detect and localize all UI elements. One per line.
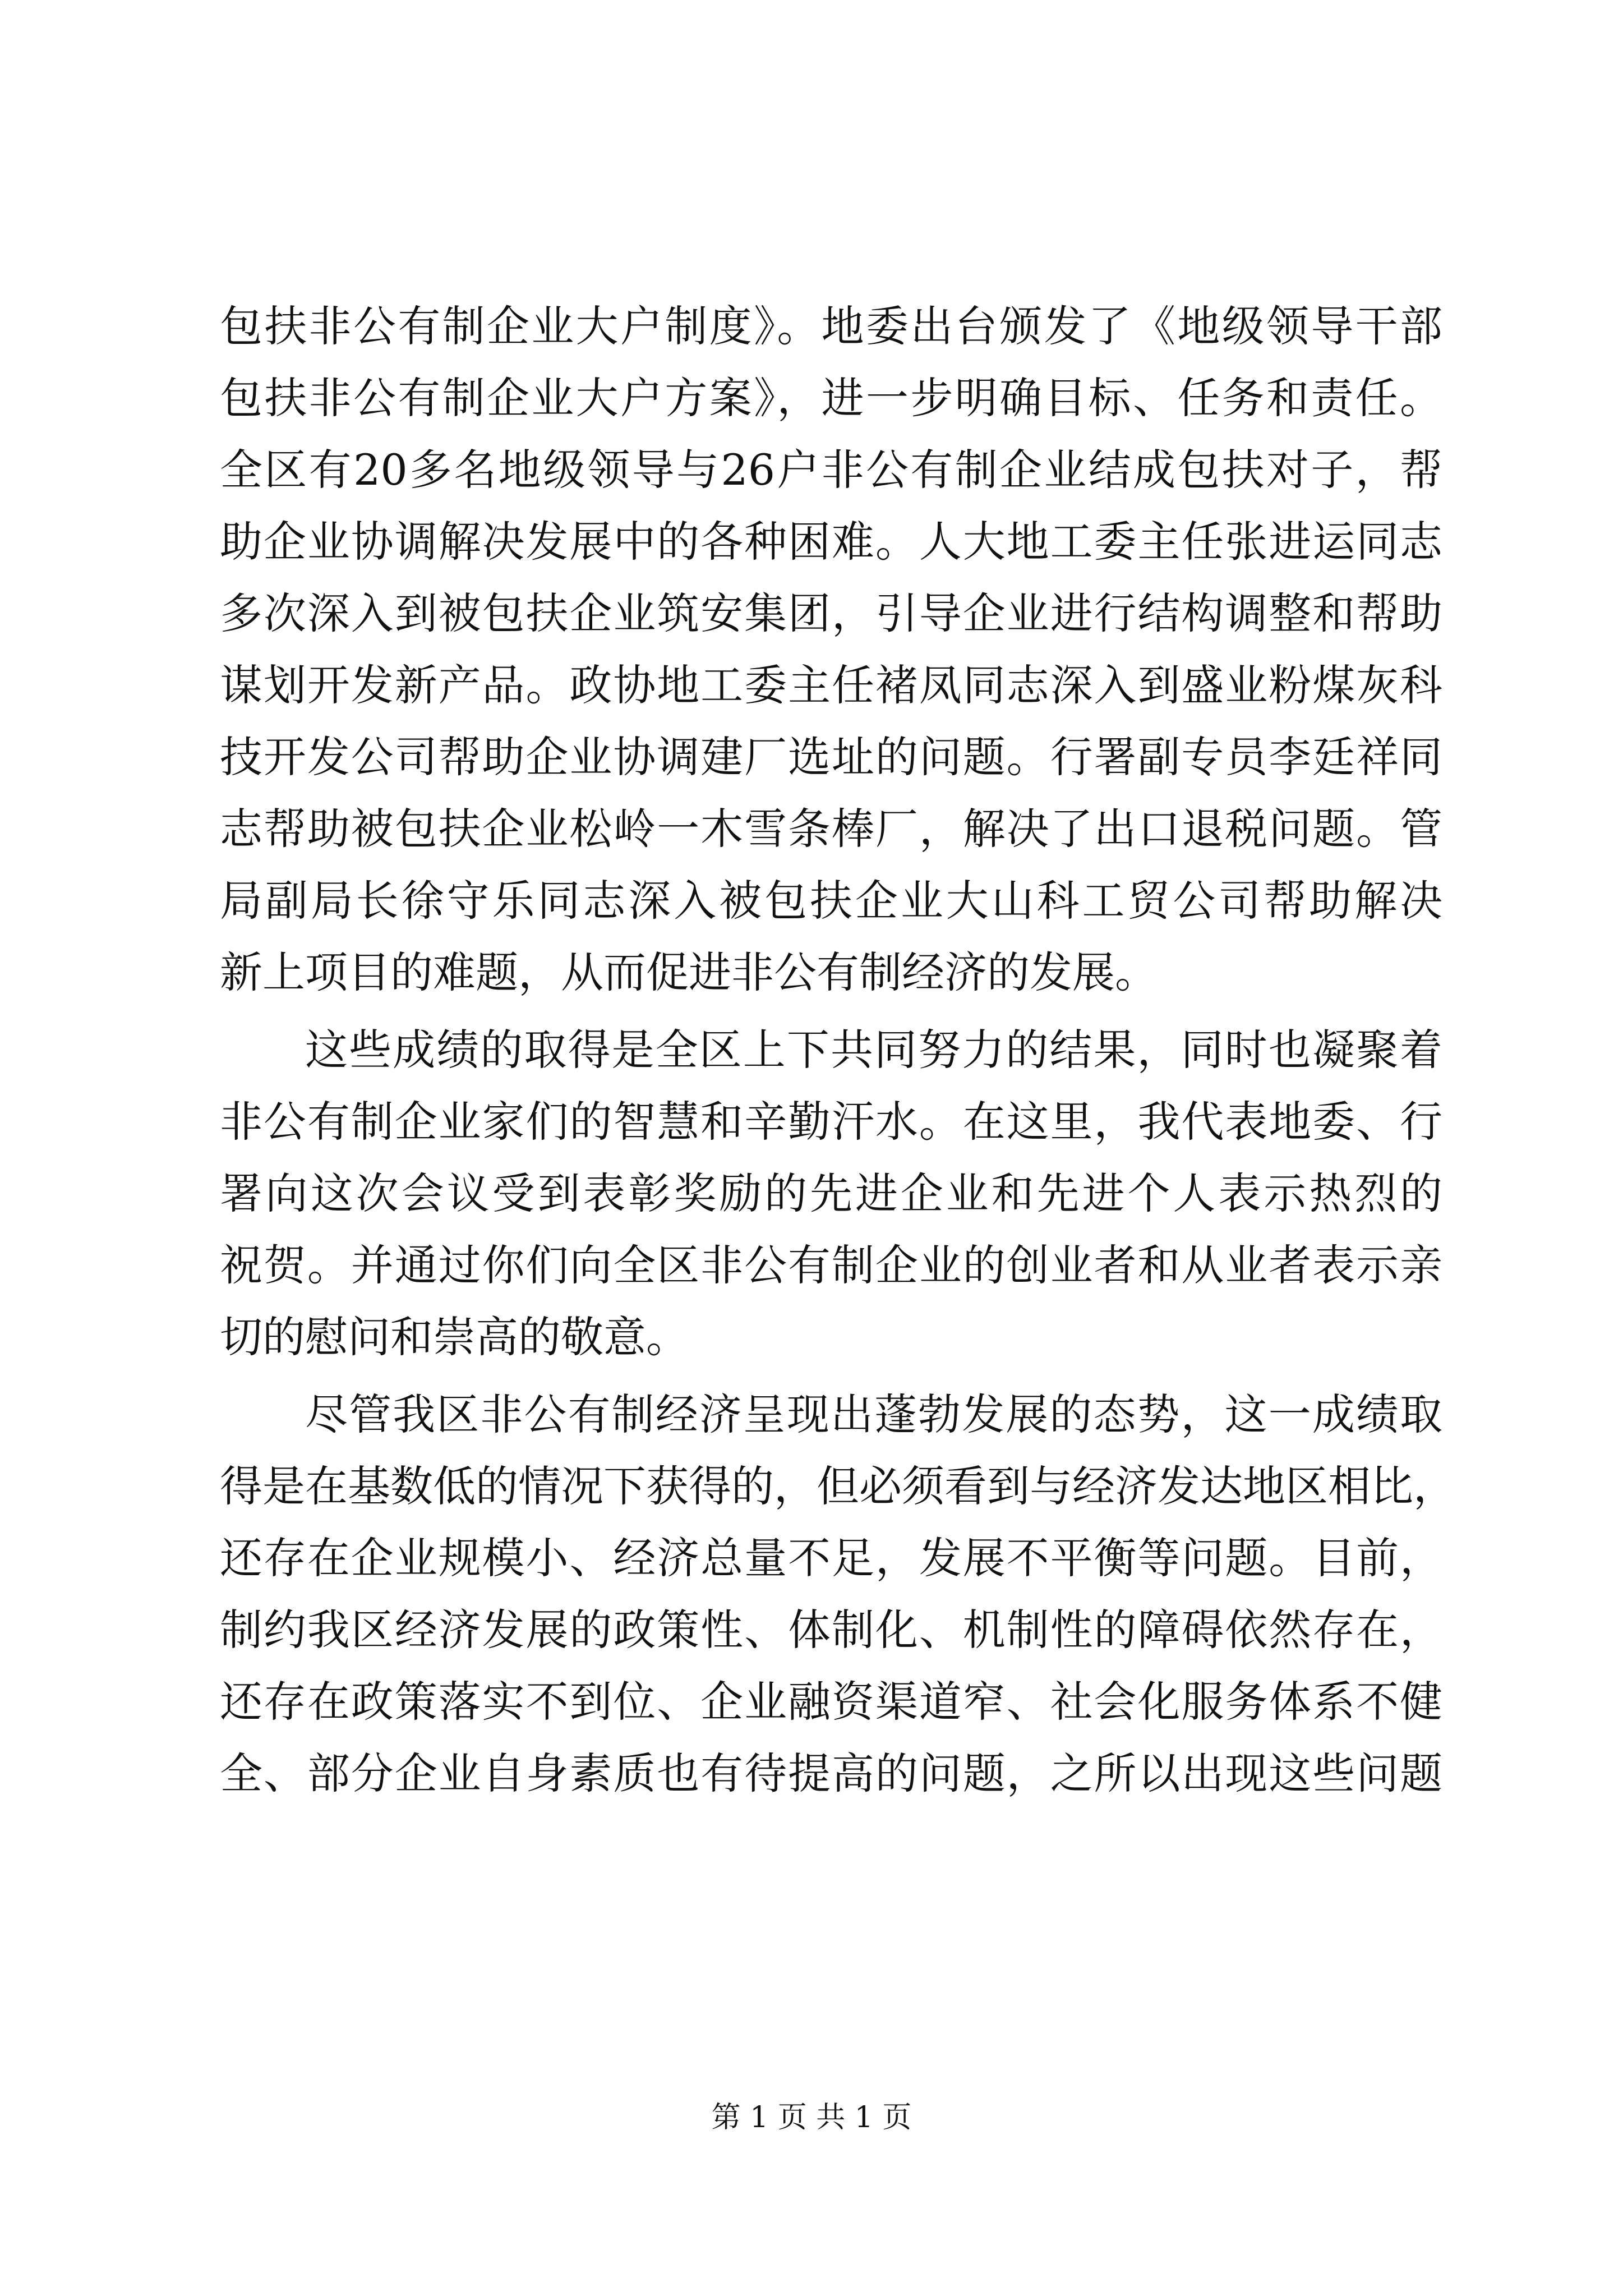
text-line: 新上项目的难题，从而促进非公有制经济的发展。 bbox=[220, 947, 1158, 997]
page-footer bbox=[0, 2098, 1623, 2137]
text-line: 尽管我区非公有制经济呈现出蓬勃发展的态势，这一成绩取 bbox=[305, 1389, 1442, 1439]
text-line: 还存在政策落实不到位、企业融资渠道窄、社会化服务体系不健 bbox=[220, 1677, 1442, 1727]
document-body bbox=[220, 291, 1456, 1810]
text-line: 局副局长徐守乐同志深入被包扶企业大山科工贸公司帮助解决 bbox=[220, 876, 1442, 926]
text-line: 这些成绩的取得是全区上下共同努力的结果，同时也凝聚着 bbox=[305, 1025, 1442, 1075]
paragraph-gap bbox=[220, 1373, 1442, 1379]
text-line: 全区有20多名地级领导与26户非公有制企业结成包扶对子，帮 bbox=[220, 445, 1442, 495]
text-line: 志帮助被包扶企业松岭一木雪条棒厂，解决了出口退税问题。管 bbox=[220, 804, 1442, 854]
text-line: 还存在企业规模小、经济总量不足，发展不平衡等问题。目前， bbox=[220, 1533, 1442, 1583]
text-line: 技开发公司帮助企业协调建厂选址的问题。行署副专员李廷祥同 bbox=[220, 732, 1442, 782]
text-line: 署向这次会议受到表彰奖励的先进企业和先进个人表示热烈的 bbox=[220, 1168, 1442, 1218]
text-line: 切的慰问和崇高的敬意。 bbox=[220, 1312, 689, 1362]
text-line: 祝贺。并通过你们向全区非公有制企业的创业者和从业者表示亲 bbox=[220, 1240, 1442, 1290]
text-line: 制约我区经济发展的政策性、体制化、机制性的障碍依然存在， bbox=[220, 1605, 1442, 1655]
text-line: 全、部分企业自身素质也有待提高的问题，之所以出现这些问题 bbox=[220, 1749, 1442, 1798]
text-line: 助企业协调解决发展中的各种困难。人大地工委主任张进运同志 bbox=[220, 517, 1442, 567]
text-line: 得是在基数低的情况下获得的，但必须看到与经济发达地区相比， bbox=[220, 1461, 1456, 1511]
text-line: 多次深入到被包扶企业筑安集团，引导企业进行结构调整和帮助 bbox=[220, 588, 1442, 638]
text-line: 包扶非公有制企业大户制度》。地委出台颁发了《地级领导干部 bbox=[220, 301, 1442, 351]
text-line: 包扶非公有制企业大户方案》，进一步明确目标、任务和责任。 bbox=[220, 373, 1442, 423]
paragraph-gap bbox=[220, 1009, 1442, 1014]
page-number-label: 第 1 页 共 1 页 bbox=[711, 2101, 912, 2134]
text-line: 非公有制企业家们的智慧和辛勤汗水。在这里，我代表地委、行 bbox=[220, 1097, 1442, 1147]
text-line: 谋划开发新产品。政协地工委主任褚凤同志深入到盛业粉煤灰科 bbox=[220, 660, 1442, 710]
